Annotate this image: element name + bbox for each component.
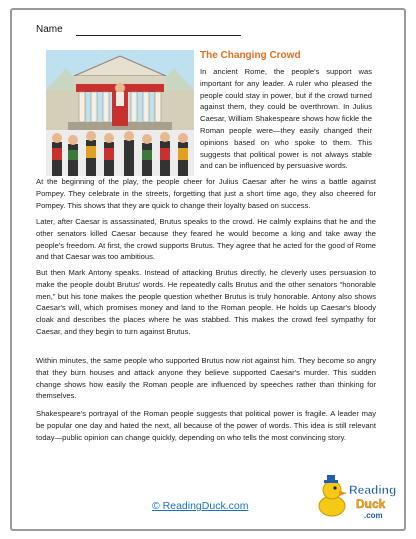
- paragraph-1: In ancient Rome, the people's support was important for any leader. A ruler who pleased the people could stay in power, but if the crowd turned against them, they could be overthrown. In Julius Caesar, William Shakespeare shows how fickle the Roman people were—they easily changed their opinions based on who spoke to them. This suggests that political power is not always stable and can be influenced by persuasive words.: [200, 67, 372, 171]
- logo-text-com: .com: [364, 511, 383, 520]
- paragraph-5: Within minutes, the same people who supported Brutus now riot against him. They become so angry that they burn houses and attack anyone they believe supported Caesar's murder. This sudden change shows how easily the Roman people are influenced by speeches rather than thinking for themselves.: [36, 356, 376, 401]
- paragraph-6: Shakespeare's portrayal of the Roman people suggests that political power is fragile. A leader may be popular one day and hated the next, all because of the power of words. This idea is still relevant today—public opinion can change quickly, depending on who tells the most convincing story.: [36, 409, 376, 442]
- name-label: Name: [36, 24, 63, 35]
- article-title: The Changing Crowd: [200, 50, 301, 61]
- logo-text-reading: Reading: [349, 483, 397, 497]
- name-field-line[interactable]: [76, 35, 241, 36]
- duck-mascot-icon: [319, 475, 347, 516]
- readingduck-logo: [316, 470, 400, 524]
- roman-forum-illustration: [46, 50, 194, 176]
- paragraph-2: At the beginning of the play, the people cheer for Julius Caesar after he wins a battle against Pompey. They celebrate in the streets, forgetting that just a short time ago, they also cheered for Pompey. This shows that they are quick to change their loyalty based on success.: [36, 177, 376, 210]
- paragraph-4: But then Mark Antony speaks. Instead of attacking Brutus directly, he cleverly uses persuasion to make the people doubt Brutus' words. He repeatedly calls Brutus and the other senators “honorable men,” but his tone makes the people question whether Brutus is truly honorable. Antony also shows Caesar's will, which promises money and land to the Roman people. He holds up Caesar's bloody cloak and describes the places where he was stabbed. This makes the crowd feel sympathy for Caesar, and they begin to turn against Brutus.: [36, 268, 376, 336]
- logo-text-duck: Duck: [356, 497, 386, 511]
- readingduck-link[interactable]: © ReadingDuck.com: [152, 500, 249, 512]
- paragraph-3: Later, after Caesar is assassinated, Brutus speaks to the crowd. He calmly explains that he and the other senators killed Caesar because they feared he would become a king and take away the people's freedom. At first, the crowd supports Brutus. They agree that he acted for the good of Rome and that Caesar was too ambitious.: [36, 217, 376, 262]
